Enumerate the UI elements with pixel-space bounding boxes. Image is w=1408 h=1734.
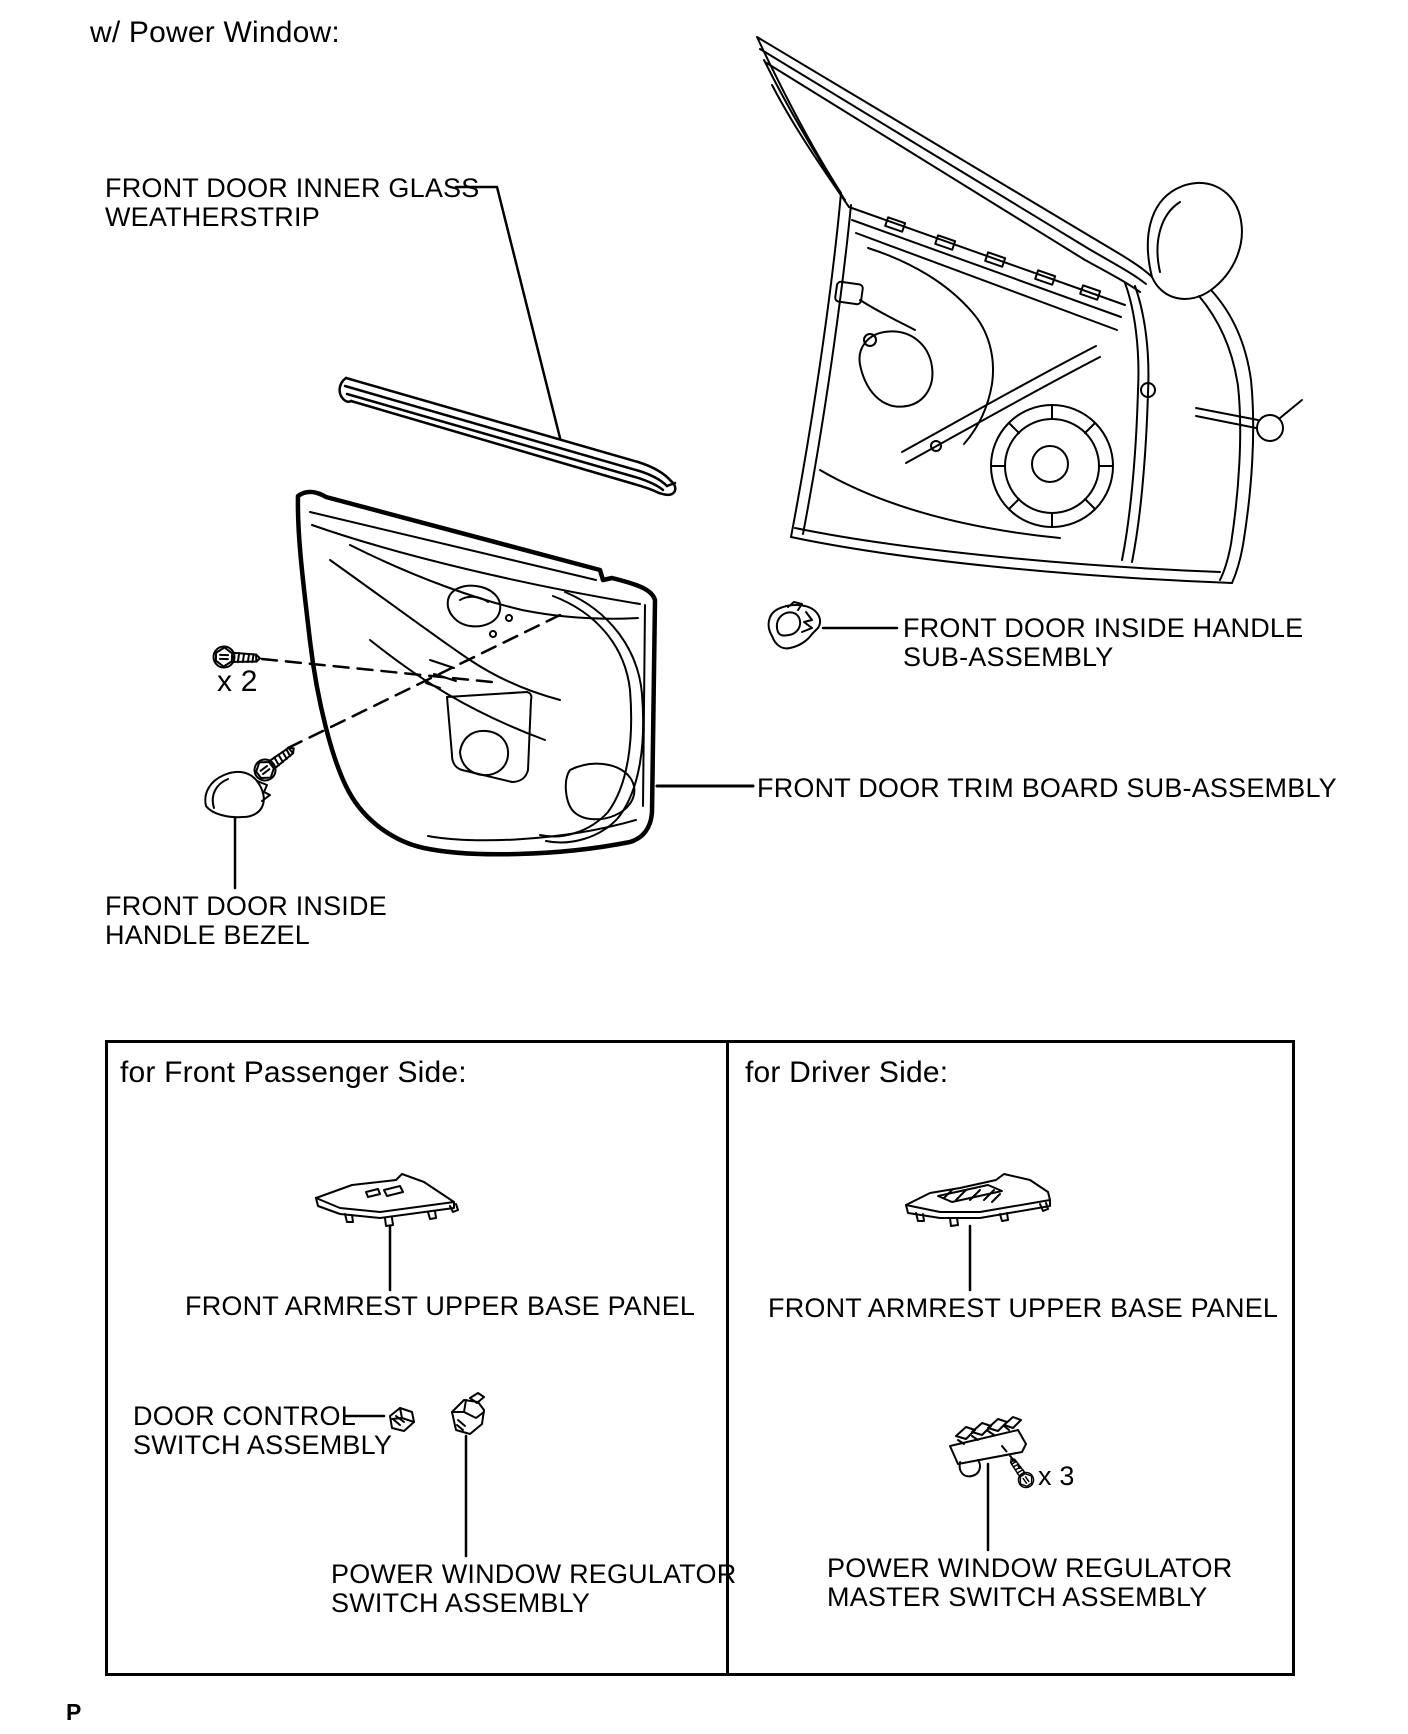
pw-regulator-switch-drawing xyxy=(452,1393,484,1434)
inside-handle-drawing xyxy=(769,602,820,648)
page-title: w/ Power Window: xyxy=(90,16,340,49)
inside-handle-label xyxy=(903,614,1303,672)
screw-count-label: x 2 xyxy=(217,665,258,698)
pw-switch-label-line1: POWER WINDOW REGULATOR xyxy=(331,1559,737,1589)
screw-dash-1 xyxy=(262,659,492,682)
driver-screw-count-label: x 3 xyxy=(1038,1461,1075,1491)
passenger-armrest-panel-drawing xyxy=(316,1174,458,1226)
handle-bezel-label-line2: HANDLE BEZEL xyxy=(105,920,310,950)
driver-armrest-label: FRONT ARMREST UPPER BASE PANEL xyxy=(768,1293,1279,1323)
weatherstrip-drawing xyxy=(340,378,676,495)
door-check-link xyxy=(1196,400,1302,441)
door-control-label-line1: DOOR CONTROL xyxy=(133,1401,356,1431)
door-control-label-line2: SWITCH ASSEMBLY xyxy=(133,1430,393,1460)
master-switch-label-line1: POWER WINDOW REGULATOR xyxy=(827,1553,1233,1583)
pw-switch-label xyxy=(331,1560,736,1618)
box-leader-lines xyxy=(346,1226,988,1556)
weatherstrip-label-line2: WEATHERSTRIP xyxy=(105,202,320,232)
trim-board-drawing xyxy=(298,492,655,854)
front-door-shell-drawing xyxy=(757,37,1302,583)
driver-armrest-panel-drawing xyxy=(906,1174,1050,1226)
door-control-switch-drawing xyxy=(390,1408,414,1431)
screw-dash-2 xyxy=(288,615,560,748)
handle-bezel-label-line1: FRONT DOOR INSIDE xyxy=(105,891,387,921)
master-switch-label xyxy=(827,1554,1232,1612)
door-control-label xyxy=(133,1402,392,1460)
passenger-armrest-label: FRONT ARMREST UPPER BASE PANEL xyxy=(185,1291,696,1321)
master-switch-label-line2: MASTER SWITCH ASSEMBLY xyxy=(827,1582,1208,1612)
driver-box-title: for Driver Side: xyxy=(745,1056,949,1089)
mirror-sail xyxy=(1148,183,1242,299)
speaker-drawing xyxy=(991,405,1113,527)
inside-handle-label-line1: FRONT DOOR INSIDE HANDLE xyxy=(903,613,1304,643)
inside-handle-label-line2: SUB-ASSEMBLY xyxy=(903,642,1114,672)
page-footer-char: P xyxy=(66,1699,82,1725)
weatherstrip-label xyxy=(105,174,479,232)
handle-bezel-label xyxy=(105,892,387,950)
trim-board-label: FRONT DOOR TRIM BOARD SUB-ASSEMBLY xyxy=(757,773,1337,803)
passenger-box-title: for Front Passenger Side: xyxy=(120,1056,467,1089)
weatherstrip-label-line1: FRONT DOOR INNER GLASS xyxy=(105,173,480,203)
pw-switch-label-line2: SWITCH ASSEMBLY xyxy=(331,1588,591,1618)
